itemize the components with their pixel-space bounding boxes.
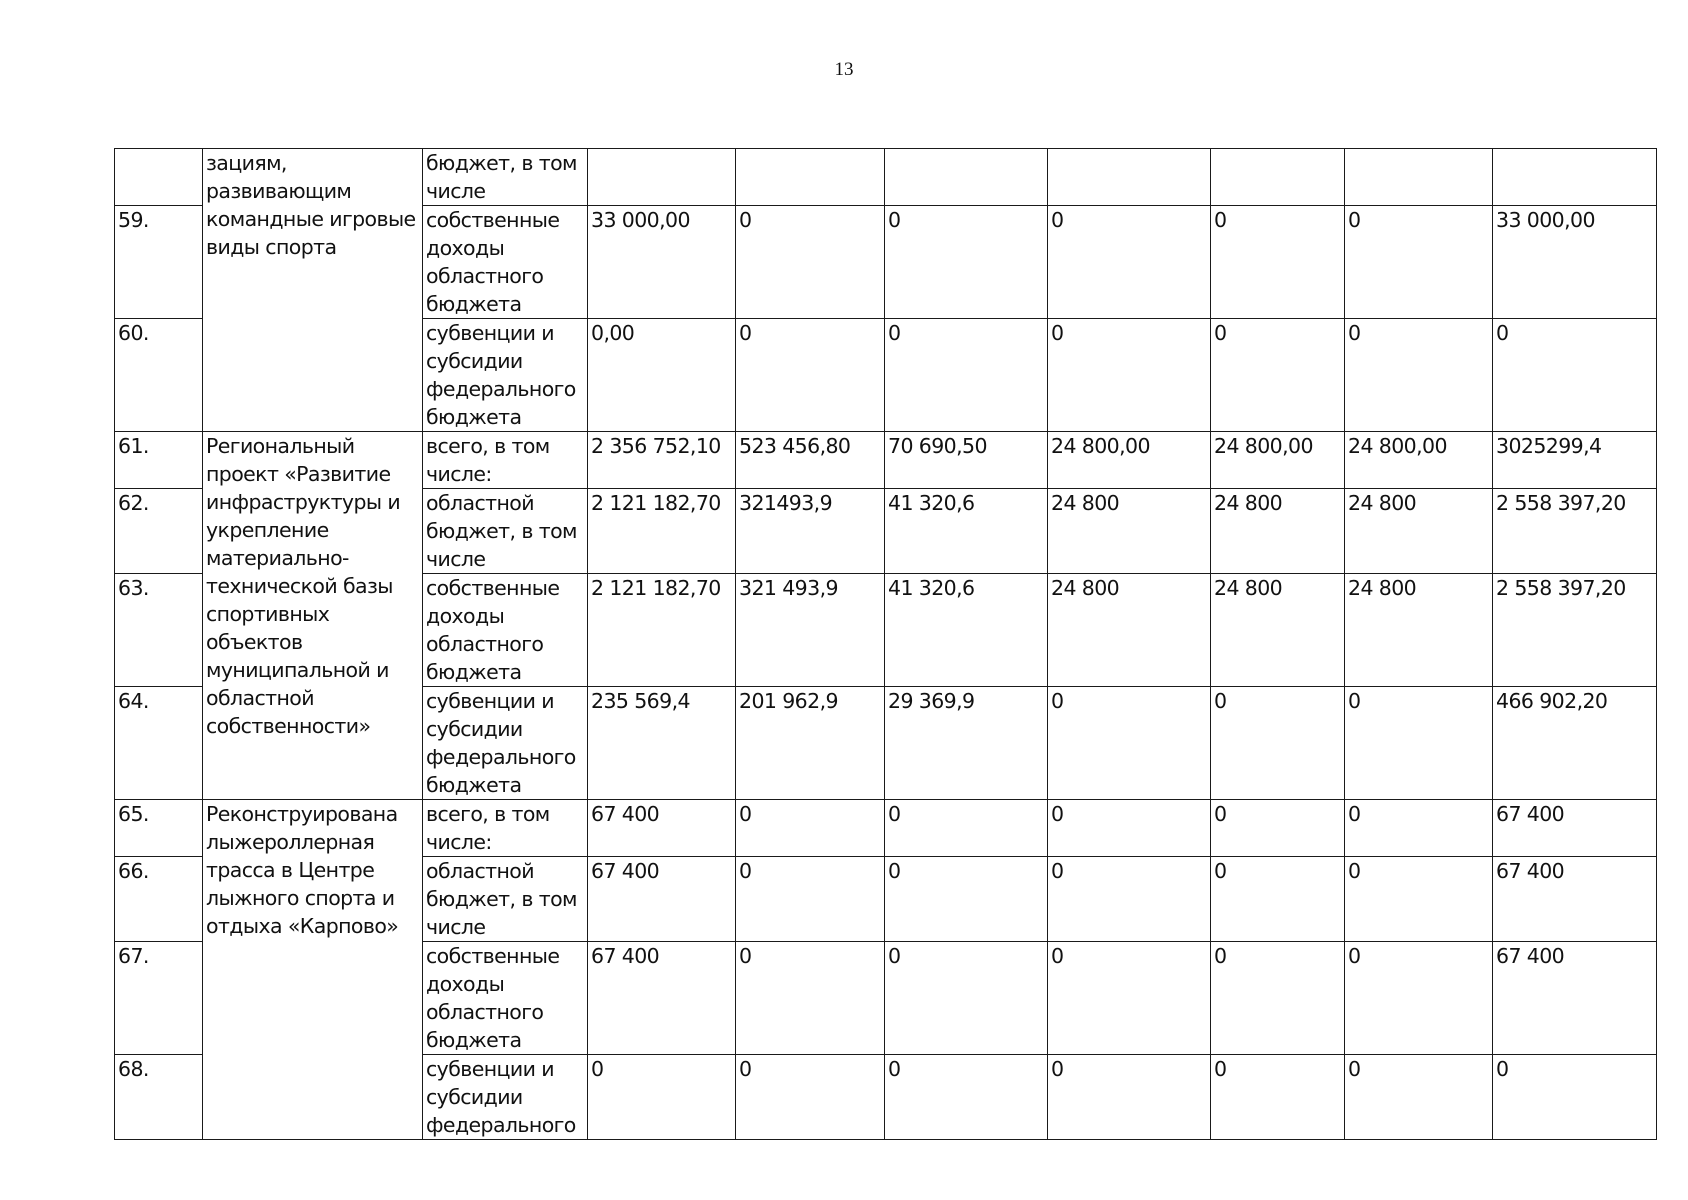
total-cell xyxy=(1493,149,1657,206)
value-cell: 0 xyxy=(736,800,885,857)
row-number: 65. xyxy=(115,800,203,857)
budget-table xyxy=(114,148,1657,1140)
row-number: 67. xyxy=(115,942,203,1055)
activity-name: Реконструирована лыжероллерная трасса в Центре лыжного спорта и отдыха «Карпово» xyxy=(203,800,423,1140)
funding-source: субвенции и субсидии федерального бюджета xyxy=(423,687,588,800)
value-cell: 0 xyxy=(1048,687,1211,800)
value-cell: 24 800 xyxy=(1345,574,1493,687)
total-cell: 33 000,00 xyxy=(1493,206,1657,319)
value-cell: 41 320,6 xyxy=(885,574,1048,687)
value-cell xyxy=(736,149,885,206)
value-cell xyxy=(1211,149,1345,206)
value-cell xyxy=(1345,149,1493,206)
value-cell: 41 320,6 xyxy=(885,489,1048,574)
value-cell: 235 569,4 xyxy=(588,687,736,800)
row-number: 61. xyxy=(115,432,203,489)
value-cell: 24 800 xyxy=(1345,489,1493,574)
total-cell: 67 400 xyxy=(1493,857,1657,942)
row-number: 64. xyxy=(115,687,203,800)
value-cell: 24 800,00 xyxy=(1345,432,1493,489)
value-cell: 0 xyxy=(1048,319,1211,432)
value-cell: 0 xyxy=(1048,1055,1211,1140)
value-cell: 0 xyxy=(1048,857,1211,942)
value-cell: 0 xyxy=(885,857,1048,942)
funding-source: субвенции и субсидии федерального xyxy=(423,1055,588,1140)
value-cell: 0,00 xyxy=(588,319,736,432)
value-cell: 29 369,9 xyxy=(885,687,1048,800)
value-cell: 0 xyxy=(1211,800,1345,857)
value-cell: 24 800 xyxy=(1048,574,1211,687)
value-cell: 67 400 xyxy=(588,800,736,857)
value-cell: 0 xyxy=(1345,942,1493,1055)
row-number: 59. xyxy=(115,206,203,319)
value-cell: 0 xyxy=(1048,942,1211,1055)
activity-name: зациям, развивающим командные игровые виды спорта xyxy=(203,149,423,432)
value-cell xyxy=(588,149,736,206)
value-cell: 2 356 752,10 xyxy=(588,432,736,489)
funding-source: всего, в том числе: xyxy=(423,432,588,489)
value-cell: 0 xyxy=(736,206,885,319)
funding-source: областной бюджет, в том числе xyxy=(423,857,588,942)
value-cell: 0 xyxy=(885,800,1048,857)
value-cell: 321493,9 xyxy=(736,489,885,574)
value-cell: 0 xyxy=(1211,857,1345,942)
total-cell: 0 xyxy=(1493,1055,1657,1140)
value-cell xyxy=(1048,149,1211,206)
page-number: 13 xyxy=(834,59,854,80)
funding-source: собственные доходы областного бюджета xyxy=(423,574,588,687)
total-cell: 67 400 xyxy=(1493,800,1657,857)
value-cell: 0 xyxy=(1048,800,1211,857)
row-number: 62. xyxy=(115,489,203,574)
value-cell: 0 xyxy=(1048,206,1211,319)
value-cell: 0 xyxy=(736,942,885,1055)
activity-name: Региональный проект «Развитие инфраструктуры и укрепление материально-технической базы спортивных объектов муниципальной и областной собственности» xyxy=(203,432,423,800)
value-cell: 0 xyxy=(1211,942,1345,1055)
funding-source: бюджет, в том числе xyxy=(423,149,588,206)
row-number: 66. xyxy=(115,857,203,942)
value-cell: 70 690,50 xyxy=(885,432,1048,489)
value-cell: 0 xyxy=(885,319,1048,432)
total-cell: 3025299,4 xyxy=(1493,432,1657,489)
value-cell: 24 800 xyxy=(1211,574,1345,687)
value-cell: 24 800,00 xyxy=(1048,432,1211,489)
total-cell: 2 558 397,20 xyxy=(1493,574,1657,687)
value-cell: 0 xyxy=(885,942,1048,1055)
total-cell: 2 558 397,20 xyxy=(1493,489,1657,574)
value-cell: 523 456,80 xyxy=(736,432,885,489)
value-cell: 0 xyxy=(885,206,1048,319)
row-number xyxy=(115,149,203,206)
funding-source: областной бюджет, в том числе xyxy=(423,489,588,574)
value-cell: 0 xyxy=(1211,1055,1345,1140)
value-cell: 67 400 xyxy=(588,857,736,942)
total-cell: 466 902,20 xyxy=(1493,687,1657,800)
value-cell: 0 xyxy=(1211,319,1345,432)
value-cell: 24 800,00 xyxy=(1211,432,1345,489)
value-cell: 0 xyxy=(1345,206,1493,319)
funding-source: собственные доходы областного бюджета xyxy=(423,942,588,1055)
value-cell: 0 xyxy=(1345,1055,1493,1140)
value-cell: 0 xyxy=(1211,206,1345,319)
value-cell: 2 121 182,70 xyxy=(588,574,736,687)
value-cell: 0 xyxy=(736,857,885,942)
row-number: 68. xyxy=(115,1055,203,1140)
row-number: 60. xyxy=(115,319,203,432)
total-cell: 67 400 xyxy=(1493,942,1657,1055)
table-row xyxy=(115,432,1657,489)
value-cell: 24 800 xyxy=(1211,489,1345,574)
value-cell: 24 800 xyxy=(1048,489,1211,574)
value-cell: 0 xyxy=(1345,800,1493,857)
value-cell: 0 xyxy=(1345,319,1493,432)
value-cell: 0 xyxy=(736,1055,885,1140)
table-row xyxy=(115,800,1657,857)
funding-source: собственные доходы областного бюджета xyxy=(423,206,588,319)
value-cell: 0 xyxy=(1345,687,1493,800)
value-cell: 33 000,00 xyxy=(588,206,736,319)
value-cell: 201 962,9 xyxy=(736,687,885,800)
funding-source: субвенции и субсидии федерального бюджета xyxy=(423,319,588,432)
value-cell: 0 xyxy=(1345,857,1493,942)
value-cell: 0 xyxy=(588,1055,736,1140)
value-cell: 0 xyxy=(1211,687,1345,800)
table-row xyxy=(115,149,1657,206)
funding-source: всего, в том числе: xyxy=(423,800,588,857)
value-cell: 2 121 182,70 xyxy=(588,489,736,574)
value-cell: 0 xyxy=(736,319,885,432)
value-cell: 321 493,9 xyxy=(736,574,885,687)
value-cell: 67 400 xyxy=(588,942,736,1055)
total-cell: 0 xyxy=(1493,319,1657,432)
value-cell: 0 xyxy=(885,1055,1048,1140)
value-cell xyxy=(885,149,1048,206)
row-number: 63. xyxy=(115,574,203,687)
